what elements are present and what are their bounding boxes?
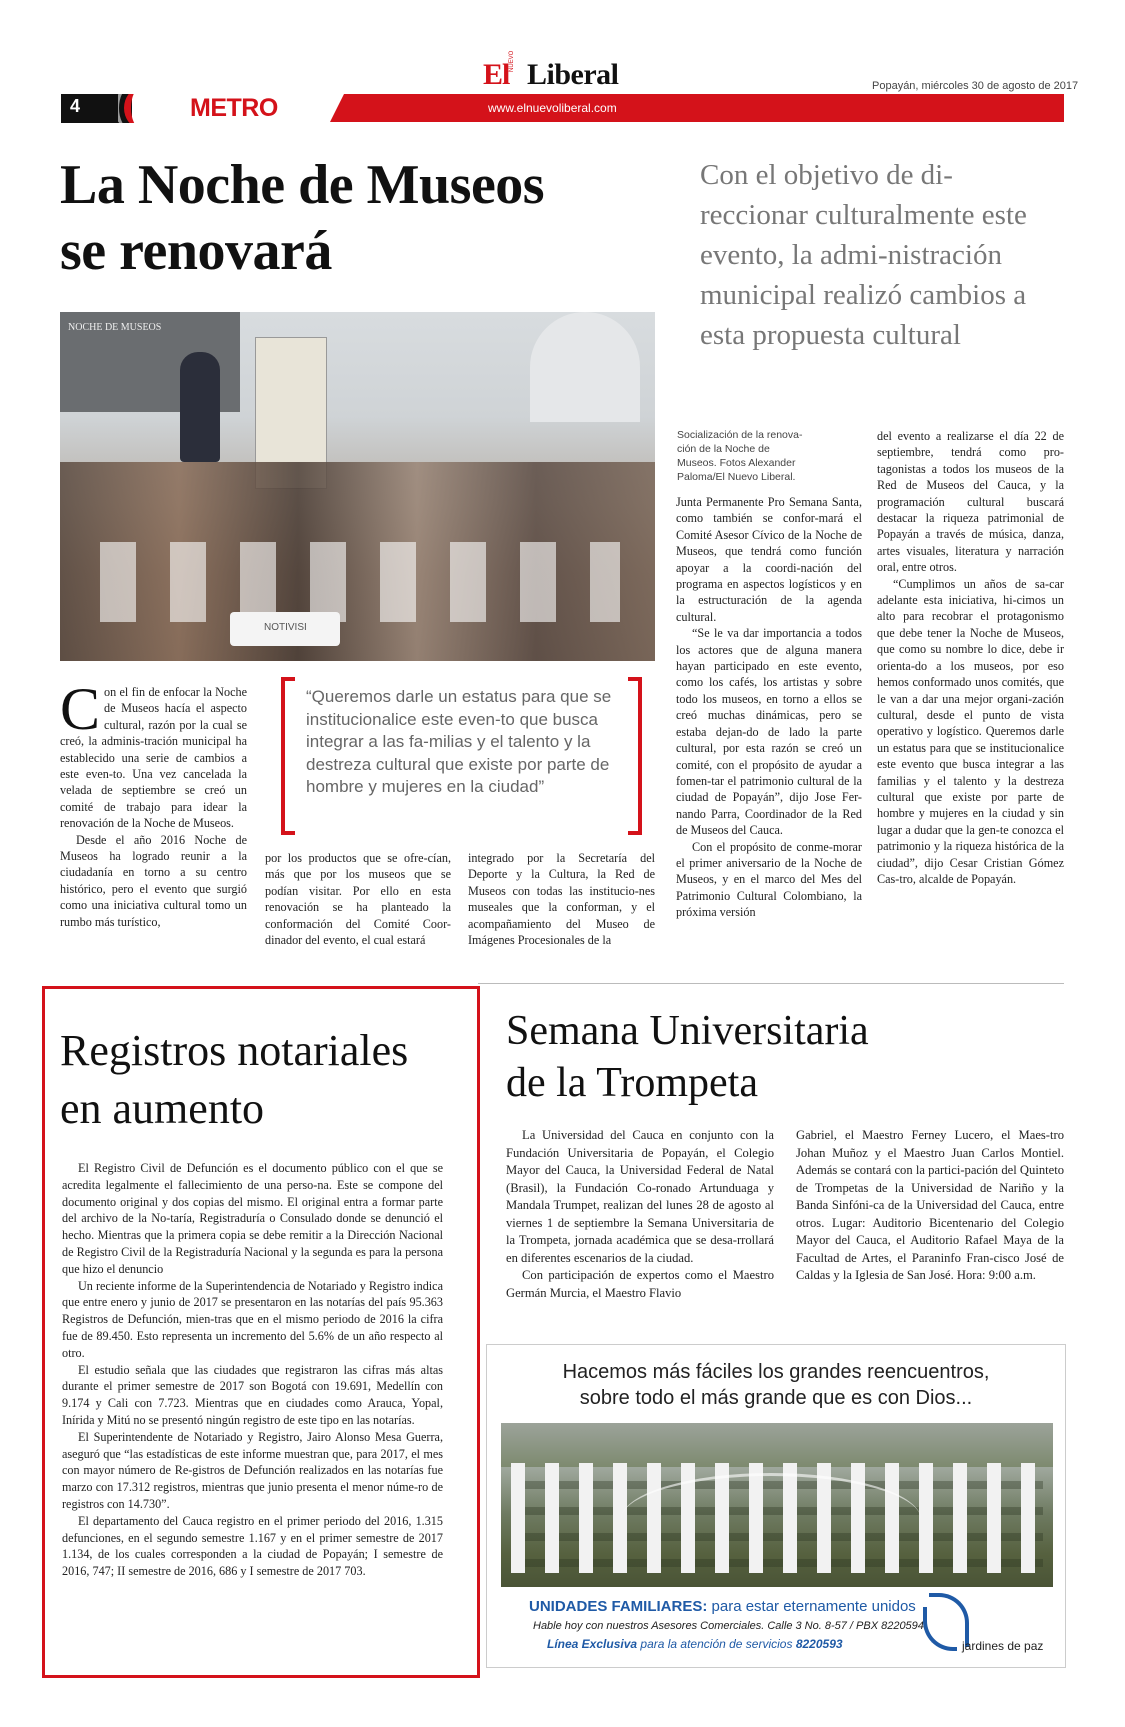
- main-col3-p1: integrado por la Secretaría del Deporte y la Cultura, la Red de Museos con todas las institucio-nes museales que la conforman, y el acompañamiento del Museo de Imágenes Procesionales de la: [468, 851, 655, 948]
- main-col5: [877, 428, 1064, 887]
- ad-units-tagline: para estar eternamente unidos: [711, 1598, 916, 1615]
- camera-logo: [230, 612, 340, 646]
- speaker: [180, 352, 220, 462]
- header-swoosh: [118, 94, 146, 123]
- logo-nuevo: NUEVO: [509, 50, 515, 72]
- main-col1: [60, 676, 247, 930]
- main-headline-line1: La Noche de Museos: [60, 154, 545, 216]
- chairs: [100, 542, 620, 622]
- registros-p5: El departamento del Cauca registro en el primer periodo del 2016, 1.315 defunciones, en el segundo semestre 1.167 y en el primer semestre de 2017 1.134, de los cuales corresponden a la ciudad de Popayán; I semestre de 2016, 747; II semestre de 2016, 686 y I semestre de 2017 703.: [62, 1513, 443, 1579]
- header-website[interactable]: www.elnuevoliberal.com: [488, 101, 617, 115]
- main-headline: [60, 152, 544, 284]
- ad-arch: [621, 1473, 921, 1566]
- ad-brand-name: jardines de paz: [962, 1639, 1044, 1653]
- ad-headline: [487, 1359, 1065, 1411]
- main-headline-line2: se renovará: [60, 220, 332, 282]
- logo-liberal: Liberal: [527, 58, 619, 91]
- ad-headline-line2: sobre todo el más grande que es con Dios...: [579, 1387, 973, 1409]
- semana-headline: [506, 1005, 869, 1109]
- main-col5-p2: “Cumplimos un años de sa-car adelante esta iniciativa, hi-cimos un alto para recobrar el protagonismo que debe tener la Noche de Museos, que como su nombre lo dice, debe ir orienta-do a los museos, por eso hemos conformado unos comités, que le van a dar una mejor organi-zación cultural, desde el punto de vista operativo y logístico. Queremos darle un estatus para que se institucionalice este evento que busca integrar a las familias y el talento y la destreza cultural que existe por parte de hombre y mujeres en la ciudad y sin lugar a dudar que la gen-te conozca el patrimonio y la riqueza histórica de la ciudad”, dijo Cesar Cristian Gómez Cas-tro, alcalde de Popayán.: [877, 576, 1064, 886]
- main-col5-p1: del evento a realizarse el día 22 de septiembre, tendrá como pro-tagonistas a todos los museos de la Red de Museos del Cauca, y la programación cultural buscará destacar la riqueza patrimonial de Popayán a través de música, danza, artes visuales, literatura y narración oral, entre otros.: [877, 429, 1064, 575]
- main-col1-p1: on el fin de enfocar la Noche de Museos hacía el aspecto cultural, razón por la cual se creó, la adminis-tración municipal ha establecido una serie de cambios a este even-to. Una vez cancelada la velada de septiembre se creó un comité de trabajo para idear la renovación de la Noche de Museos.: [60, 685, 247, 831]
- photo-banner-text: NOCHE DE MUSEOS: [68, 322, 162, 333]
- main-photo: [60, 312, 655, 661]
- registros-p4: El Superintendente de Notariado y Registro, Jairo Alonso Mesa Guerra, aseguró que “las estadísticas de este informe muestran que, para 2017, el mes con mayor número de Re-gistros de Defunción realizados en las notarías fue marzo con 17.312 registros, mientras que junio presenta el menor núme-ro de registros con 14.730”.: [62, 1429, 443, 1511]
- header-date: Popayán, miércoles 30 de agosto de 2017: [872, 80, 1079, 92]
- registros-headline-line2: en aumento: [60, 1084, 265, 1133]
- main-col4-p2: “Se le va dar importancia a todos los actores que de alguna manera hayan participado en este evento, como los cafés, los artistas y sobre todo los museos, en torno a ellos se creó muchas dinámicas, pero se estaba dejan-do de lado la parte cultural, por esta razón se creó un comité, con el propósito de ayudar a fomen-tar el patrimonio cultural de la ciudad de Popayán”, dijo Jose Fer-nando Parra, Coordinador de la Red de Museos del Cauca.: [676, 626, 862, 838]
- section-label: METRO: [190, 94, 278, 122]
- main-col4-p1: Junta Permanente Pro Semana Santa, como también se confor-mará el Comité Asesor Cívico de la Noche de Museos, que tendrá como función apoyar a la coordi-nación del programa en aspectos logísticos y en la estructuración de la agenda cultural.: [676, 495, 862, 624]
- ad-exclusive-number: 8220593: [795, 1637, 843, 1651]
- ad-cemetery-photo: [501, 1423, 1053, 1587]
- drop-cap: C: [60, 676, 101, 742]
- registros-p1: El Registro Civil de Defunción es el documento público con el que se acredita legalmente el fallecimiento de una perso-na. Este se compone del documento original y dos copias del mismo. El original entra a formar parte del archivo de la No-taría, Registraduría o Consulado donde se denunció el hecho. Mientras que la primera copia se debe remitir a la Dirección Nacional de Registro Civil de la Registraduría Nacional y la segunda es para la persona que hizo el denuncio: [62, 1161, 443, 1276]
- photo-caption: Socialización de la renova-ción de la Noche de Museos. Fotos Alexander Paloma/El Nuevo Liberal.: [677, 429, 803, 483]
- main-col2-p1: por los productos que se ofre-cían, más que por los museos que se podían visitar. Por ello en esta renovación se ha planteado la conformación del Comité Coor-dinador del evento, el cual estará: [265, 851, 451, 948]
- page-number: 4: [70, 96, 81, 116]
- semana-col1: [506, 1127, 774, 1302]
- wall-arch: [530, 312, 640, 422]
- logo-el: El: [483, 58, 510, 91]
- ad-exclusive-text: para la atención de servicios: [640, 1637, 793, 1651]
- semana-col1-p1: La Universidad del Cauca en conjunto con la Fundación Universitaria de Popayán, el Colegio Mayor del Cauca, la Universidad Federal de Natal (Brasil), la Fundación Co-ronado Artunduaga y Mandala Trumpet, realizan del lunes 28 de agosto al viernes 1 de septiembre la Semana Universitaria de la Trompeta, jornada académica que se desa-rrollará en diferentes escenarios de la ciudad.: [506, 1128, 774, 1265]
- main-col3: [468, 850, 655, 948]
- semana-headline-line2: de la Trompeta: [506, 1060, 758, 1106]
- pull-quote-bracket-left: [281, 677, 295, 835]
- main-col2: [265, 850, 451, 948]
- ad-units-label: UNIDADES FAMILIARES:: [529, 1598, 708, 1615]
- registros-body: [62, 1160, 443, 1580]
- advertisement[interactable]: [486, 1344, 1066, 1668]
- registros-p2: Un reciente informe de la Superintendencia de Notariado y Registro indica que entre enero y junio de 2017 se presentaron en las notarías del país 95.363 Registros de Defunción, mien-tras que en el mismo periodo de 2016 la cifra fue de 89.450. Esto representa un incremento del 5.6% de un año respecto al otro.: [62, 1278, 443, 1360]
- photo-logo-text: NOTIVISI: [264, 622, 307, 633]
- ad-headline-line1: Hacemos más fáciles los grandes reencuentros,: [562, 1361, 990, 1383]
- pull-quote-bracket-right: [628, 677, 642, 835]
- main-col1-p2: Desde el año 2016 Noche de Museos ha logrado reunir a la ciudadanía en torno a su centro histórico, pero el evento que surgió como una iniciativa cultural tomo un rumbo más turístico,: [60, 832, 247, 929]
- pull-quote: “Queremos darle un estatus para que se institucionalice este even-to que busca integrar a las fa-milias y el talento y la destreza cultural que existe por parte de hombre y mujeres en la ciudad”: [306, 687, 612, 796]
- registros-headline: [60, 1022, 408, 1138]
- ad-units-line: [529, 1598, 916, 1615]
- ad-contact-line: Hable hoy con nuestros Asesores Comerciales. Calle 3 No. 8-57 / PBX 8220594: [533, 1620, 924, 1632]
- semana-headline-line1: Semana Universitaria: [506, 1008, 869, 1054]
- ad-trees: [501, 1423, 1053, 1467]
- ad-exclusive-label: Línea Exclusiva: [547, 1637, 638, 1651]
- main-deck: Con el objetivo de di-reccionar culturalmente este evento, la admi-nistración municipal realizó cambios a esta propuesta cultural: [700, 159, 1027, 351]
- registros-p3: El estudio señala que las ciudades que registraron las cifras más altas durante el primer semestre de 2017 son Bogotá con 19.691, Medellín con 9.174 y Cali con 7.723. Mientras que en ciudades como Arauca, Yopal, Inírida y Mitú no se presentó ningún registro de este tipo en las notarías.: [62, 1362, 443, 1427]
- semana-col2: [796, 1127, 1064, 1285]
- semana-col2-p1: Gabriel, el Maestro Ferney Lucero, el Maes-tro Johan Muñoz y el Maestro Juan Carlos Montiel. Además se contará con la partici-pación del Quinteto de Trompetas de la Universidad de Nariño y la Banda Sinfóni-ca de la Universidad del Cauca, entre otros. Lugar: Auditorio Bicentenario del Colegio Mayor del Cauca, el Auditorio Rafael Maya de la Facultad de Artes, el Paraninfo Fran-cisco José de Caldas y la Iglesia de San José. Hora: 9:00 a.m.: [796, 1128, 1064, 1282]
- header-red-bar: [330, 94, 1064, 122]
- main-col4: [676, 494, 862, 921]
- main-col4-p3: Con el propósito de conme-morar el primer aniversario de la Noche de Museos, y en el marco del Mes del Patrimonio Cultural Colombiano, la próxima versión: [676, 839, 862, 920]
- section-divider: [478, 983, 1064, 984]
- registros-headline-line1: Registros notariales: [60, 1026, 409, 1075]
- semana-col1-p2: Con participación de expertos como el Maestro Germán Murcia, el Maestro Flavio: [506, 1268, 774, 1300]
- ad-exclusive-line: [547, 1637, 843, 1651]
- masthead-logo[interactable]: [483, 50, 643, 92]
